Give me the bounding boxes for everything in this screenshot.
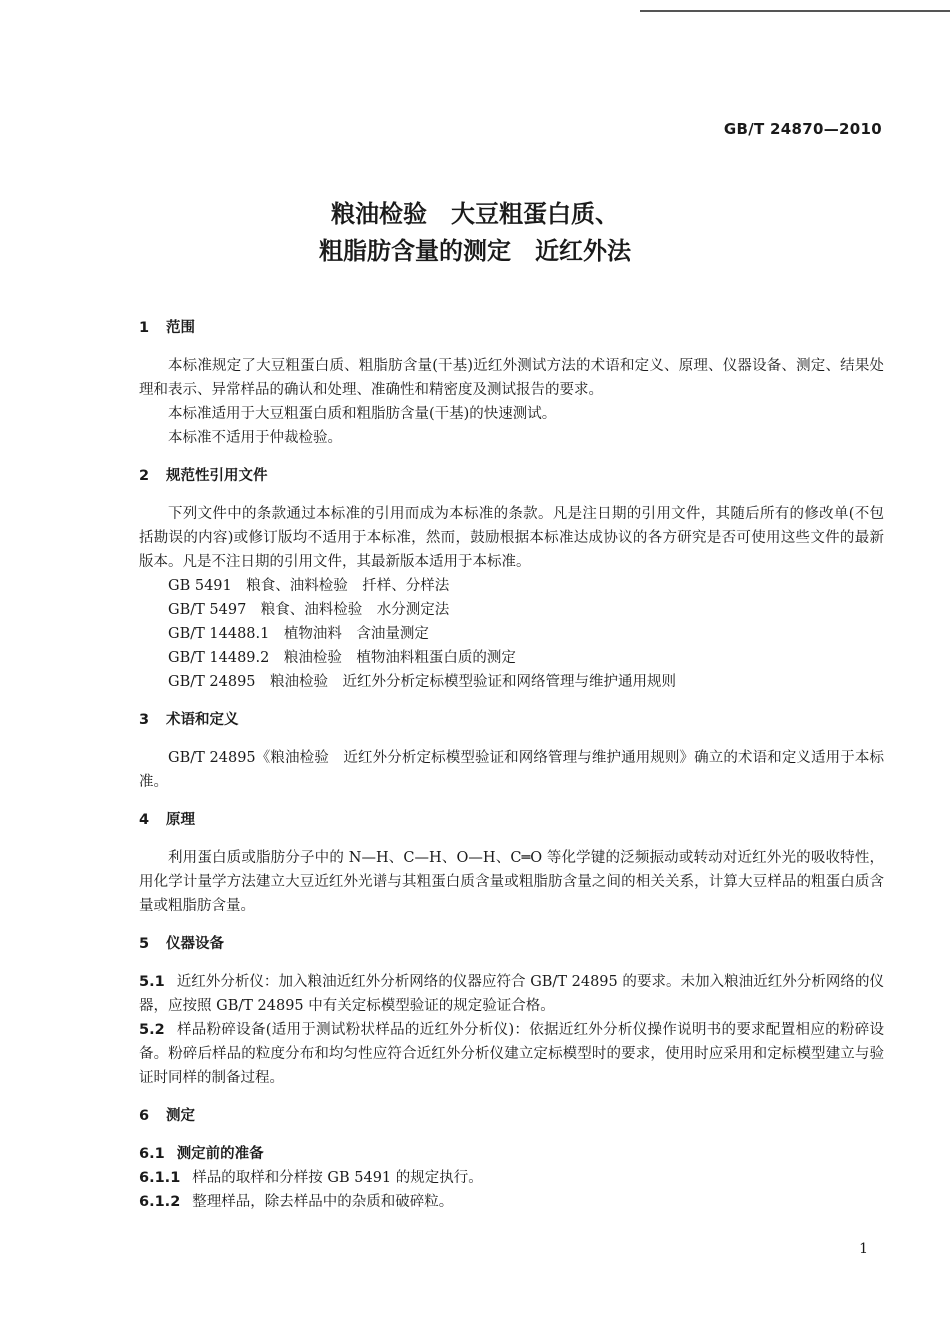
reference-item: GB/T 14489.2 粮油检验 植物油料粗蛋白质的测定 — [168, 650, 516, 666]
paragraph: 下列文件中的条款通过本标准的引用而成为本标准的条款。凡是注日期的引用文件，其随后所有的修改单(不包括勘误的内容)或修订版均不适用于本标准，然而，鼓励根据本标准达成协议的各方研究是否可使用这些文件的最新版本。凡是不注日期的引用文件，其最新版本适用于本标准。 — [139, 506, 884, 570]
title-line-2: 粗脂肪含量的测定 近红外法 — [319, 237, 631, 265]
clause-5-2: 5.2 样品粉碎设备(适用于测试粉状样品的近红外分析仪)：依据近红外分析仪操作说明书的要求配置相应的粉碎设备。粉碎后样品的粒度分布和均匀性应符合近红外分析仪建立定标模型时的要求，使用时应采用和定标模型建立与验证时同样的制备过程。 — [139, 1022, 884, 1086]
section-heading: 3 术语和定义 — [139, 712, 239, 728]
section-scope — [139, 316, 884, 450]
paragraph: 本标准不适用于仲裁检验。 — [168, 430, 342, 446]
reference-item: GB/T 5497 粮食、油料检验 水分测定法 — [168, 602, 450, 618]
section-determination — [139, 1104, 884, 1214]
standard-number: GB/T 24870—2010 — [723, 120, 882, 138]
header-rule — [640, 10, 950, 12]
clause-5-1: 5.1 近红外分析仪：加入粮油近红外分析网络的仪器应符合 GB/T 24895 的要求。未加入粮油近红外分析网络的仪器，应按照 GB/T 24895 中有关定标模型验证的规定验证合格。 — [139, 974, 884, 1014]
section-principle — [139, 808, 884, 918]
section-apparatus — [139, 932, 884, 1090]
paragraph: GB/T 24895《粮油检验 近红外分析定标模型验证和网络管理与维护通用规则》确立的术语和定义适用于本标准。 — [139, 750, 884, 790]
reference-item: GB 5491 粮食、油料检验 扦样、分样法 — [168, 578, 450, 594]
section-normative-references — [139, 464, 884, 694]
clause-6-1-2: 6.1.2 整理样品，除去样品中的杂质和破碎粒。 — [139, 1194, 454, 1210]
page-number: 1 — [859, 1241, 868, 1257]
section-heading: 4 原理 — [139, 812, 195, 828]
title-line-1: 粮油检验 大豆粗蛋白质、 — [331, 200, 619, 228]
document-body — [139, 316, 884, 1228]
section-heading: 1 范围 — [139, 320, 195, 336]
reference-item: GB/T 14488.1 植物油料 含油量测定 — [168, 626, 429, 642]
paragraph: 本标准规定了大豆粗蛋白质、粗脂肪含量(干基)近红外测试方法的术语和定义、原理、仪器设备、测定、结果处理和表示、异常样品的确认和处理、准确性和精密度及测试报告的要求。 — [139, 358, 884, 398]
paragraph: 本标准适用于大豆粗蛋白质和粗脂肪含量(干基)的快速测试。 — [168, 406, 557, 422]
section-heading: 2 规范性引用文件 — [139, 468, 268, 484]
document-title — [0, 196, 950, 270]
reference-item: GB/T 24895 粮油检验 近红外分析定标模型验证和网络管理与维护通用规则 — [168, 674, 677, 690]
section-heading: 6 测定 — [139, 1108, 195, 1124]
section-heading: 5 仪器设备 — [139, 936, 224, 952]
clause-6-1: 6.1 测定前的准备 — [139, 1146, 264, 1162]
clause-6-1-1: 6.1.1 样品的取样和分样按 GB 5491 的规定执行。 — [139, 1170, 483, 1186]
paragraph: 利用蛋白质或脂肪分子中的 N—H、C—H、O—H、C═O 等化学键的泛频振动或转动对近红外光的吸收特性，用化学计量学方法建立大豆近红外光谱与其粗蛋白质含量或粗脂肪含量之间的相关关系，计算大豆样品的粗蛋白质含量或粗脂肪含量。 — [139, 850, 884, 914]
section-terms-definitions — [139, 708, 884, 794]
